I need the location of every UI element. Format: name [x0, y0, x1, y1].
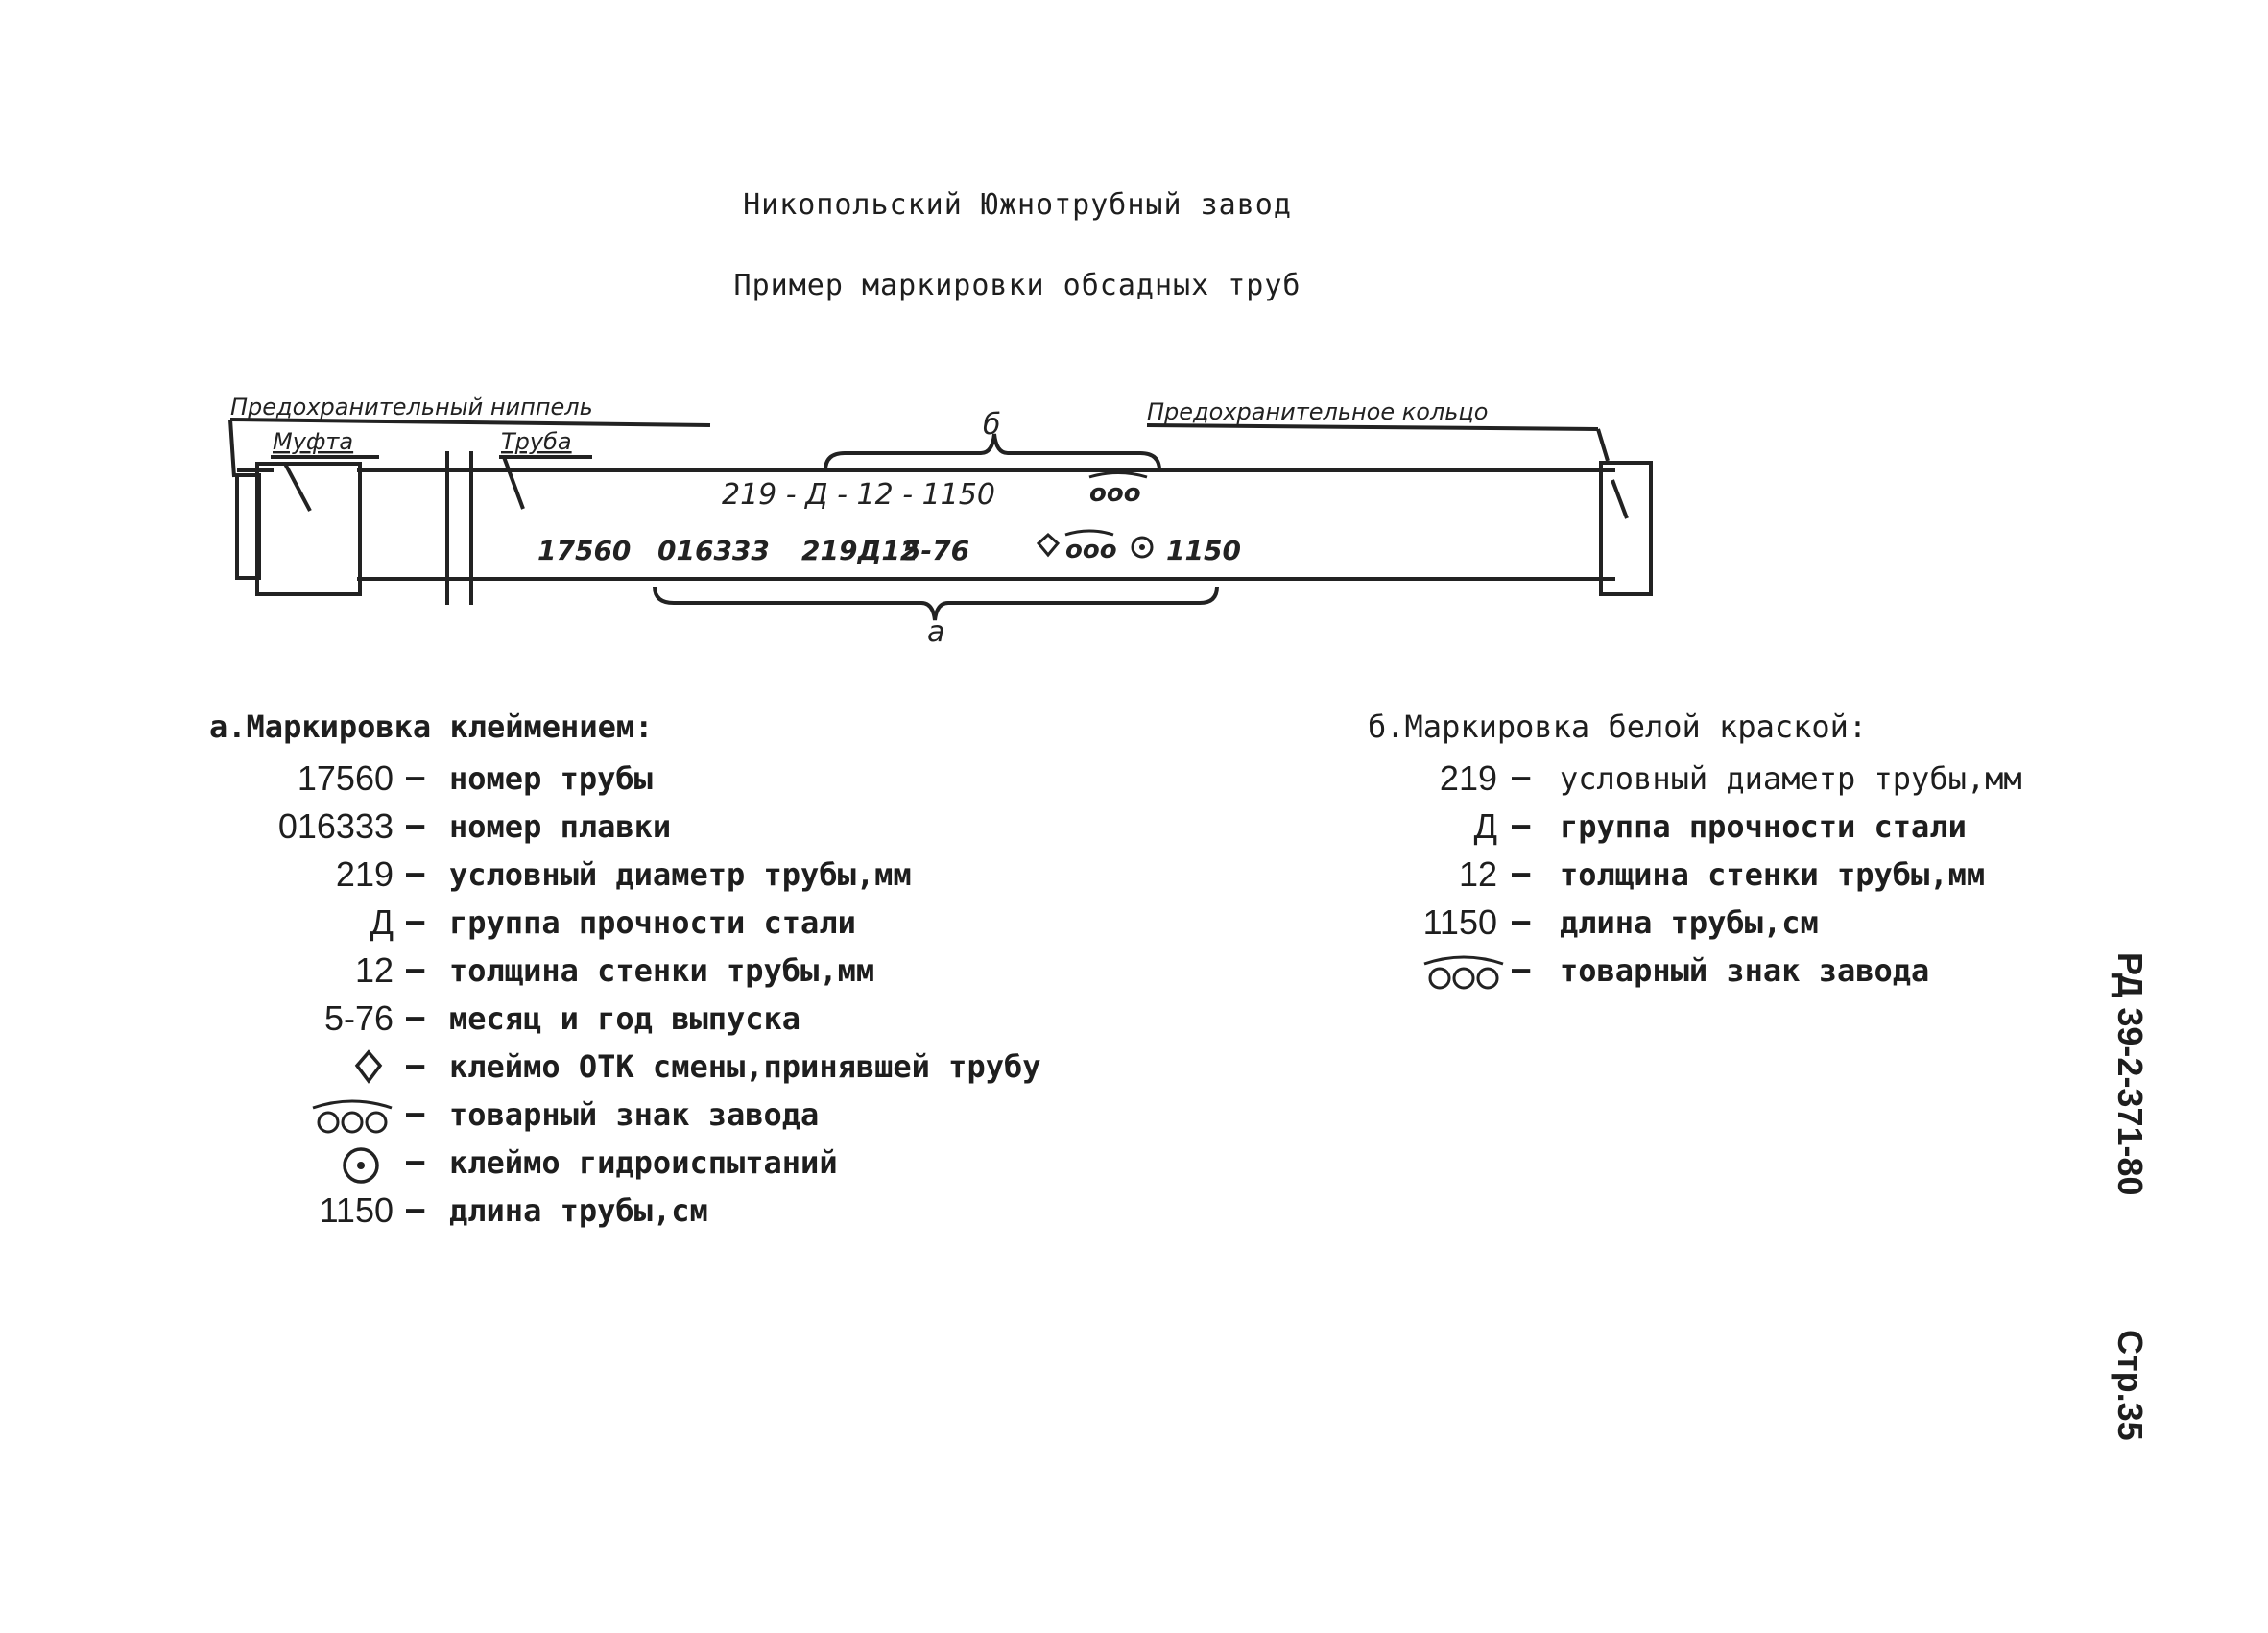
stamp-size-code: 219Д12	[801, 535, 919, 566]
label-protective-ring: Предохранительное кольцо	[1147, 398, 1489, 425]
page-title: Пример маркировки обсадных труб	[733, 269, 1301, 302]
trademark-ooo-icon	[309, 1096, 395, 1139]
legend-a-desc: условный диаметр трубы,мм	[449, 856, 912, 893]
diamond-stamp-icon	[1039, 535, 1058, 555]
legend-a-desc: клеймо ОТК смены,принявшей трубу	[449, 1048, 1041, 1085]
legend-a-desc: номер трубы	[449, 760, 653, 797]
paint-marking-text: 219 - Д - 12 - 1150	[722, 478, 995, 512]
legend-a-heading: а.Маркировка клеймением:	[209, 708, 654, 745]
diamond-stamp-icon	[353, 1048, 384, 1087]
legend-a-desc: товарный знак завода	[449, 1096, 820, 1133]
legend-b-desc: товарный знак завода	[1560, 952, 1930, 989]
document-page: Никопольский Южнотрубный завод Пример маркировки обсадных труб Предохранительный ниппель Муфта Труба Предохранительное кольцо б а 219 - Д - 12 - 1150 ооо 17560 016333 219Д12 5-76 ооо 1150 а.Маркировка клеймением: 17560 – номер трубы 016333 – номер плавки 219 – условный диаметр трубы,мм Д – группа прочности стали 12 – толщина стенки трубы,мм 5-76 – месяц и год выпуска – клеймо ОТК смены,принявшей трубу – товарный знак завода – клеймо гидроиспытаний 1150 – длина трубы,см б.Маркировка белой краской: 219 – условный диаметр трубы,мм Д – группа прочности стали 12 – толщина стенки трубы,мм 1150 – длина трубы,см – товарный знак завода РД 39-2-371-80 Стр.35	[0, 0, 2268, 1633]
stamp-heat-number: 016333	[657, 535, 770, 566]
legend-b-desc: группа прочности стали	[1560, 808, 1967, 845]
legend-a-desc: длина трубы,см	[449, 1192, 708, 1229]
legend-b-desc: условный диаметр трубы,мм	[1560, 760, 2022, 797]
stamp-date: 5-76	[902, 535, 970, 566]
legend-b-key: 1150	[1422, 902, 1497, 942]
protective-ring	[1601, 463, 1651, 594]
legend-b-desc: длина трубы,см	[1560, 904, 1819, 941]
label-coupling: Муфта	[273, 428, 354, 455]
legend-a-key: 016333	[277, 806, 394, 846]
brace-letter-a: а	[927, 615, 945, 649]
legend-b-key: Д	[1473, 806, 1497, 846]
legend-a-key: 5-76	[323, 998, 394, 1038]
legend-a-key: 1150	[319, 1190, 394, 1230]
legend-a-key: 12	[354, 950, 394, 990]
legend-a-key: Д	[370, 902, 394, 942]
stamp-length: 1150	[1166, 535, 1241, 566]
legend-b-desc: толщина стенки трубы,мм	[1560, 856, 1986, 893]
paint-trademark: ооо	[1089, 479, 1141, 508]
page-number: Стр.35	[2111, 1330, 2150, 1441]
label-pipe: Труба	[501, 428, 572, 455]
brace-letter-b: б	[983, 408, 1001, 442]
legend-a-desc: группа прочности стали	[449, 904, 856, 941]
legend-a-desc: клеймо гидроиспытаний	[449, 1144, 838, 1181]
legend-b-key: 219	[1439, 758, 1497, 798]
document-code: РД 39-2-371-80	[2111, 952, 2150, 1196]
legend-a-desc: толщина стенки трубы,мм	[449, 952, 875, 989]
trademark-ooo-icon	[1420, 952, 1507, 995]
stamp-pipe-number: 17560	[537, 535, 632, 566]
plant-name: Никопольский Южнотрубный завод	[743, 188, 1292, 222]
coupling	[257, 464, 360, 594]
legend-a-desc: месяц и год выпуска	[449, 1000, 801, 1037]
stamp-trademark: ооо	[1065, 536, 1117, 564]
legend-b-key: 12	[1458, 854, 1497, 894]
legend-b-heading: б.Маркировка белой краской:	[1368, 708, 1868, 745]
legend-a-key: 219	[335, 854, 394, 894]
circle-dot-stamp-icon	[340, 1144, 382, 1187]
legend-a-desc: номер плавки	[449, 808, 672, 845]
legend-a-key: 17560	[297, 758, 394, 798]
label-nipple: Предохранительный ниппель	[230, 394, 593, 420]
casing-pipe-diagram	[0, 0, 2268, 672]
